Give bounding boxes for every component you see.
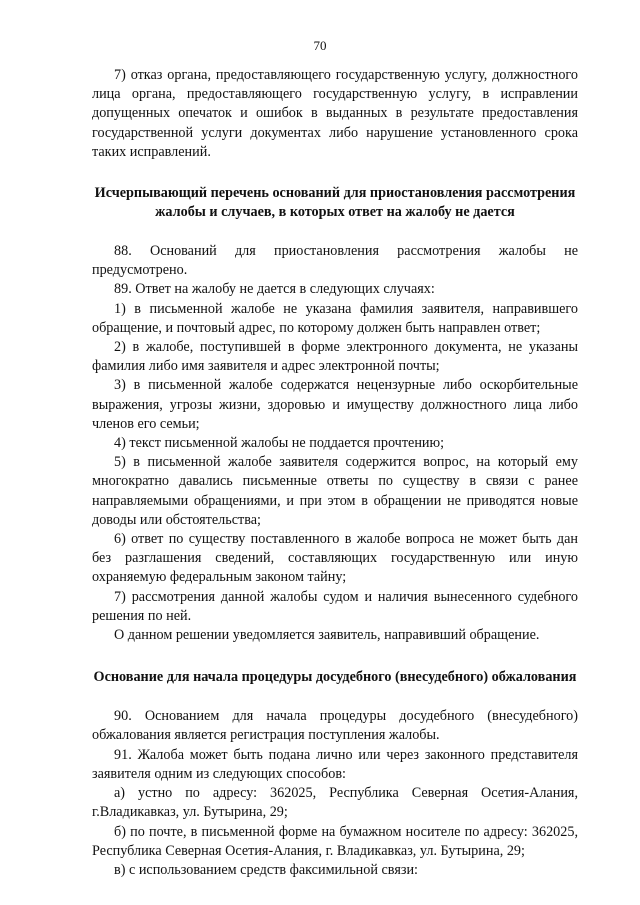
list-item-1: 1) в письменной жалобе не указана фамилия заявителя, направившего обращение, и почтовый адрес, по которому должен быть направлен ответ;	[92, 300, 578, 336]
list-item-a: а) устно по адресу: 362025, Республика Северная Осетия-Алания, г.Владикавказ, ул. Бутырина, 29;	[92, 785, 578, 821]
section-heading-suspension-grounds: Исчерпывающий перечень оснований для приостановления рассмотрения жалобы и случаев, в которых ответ на жалобу не дается	[94, 185, 576, 221]
paragraph-89: 89. Ответ на жалобу не дается в следующих случаях:	[114, 281, 435, 298]
list-item-7: 7) рассмотрения данной жалобы судом и наличия вынесенного судебного решения по ней.	[92, 588, 578, 624]
paragraph-88: 88. Оснований для приостановления рассмотрения жалобы не предусмотрено.	[92, 243, 578, 279]
paragraph-item-7-refusal: 7) отказ органа, предоставляющего государственную услугу, должностного лица органа, предоставляющего государственную услугу, в исправлении допущенных опечаток и ошибок в выданных в результате предоставления государственной услуги документах либо нарушение установленного срока таких исправлений.	[92, 67, 578, 160]
list-item-c: в) с использованием средств факсимильной связи:	[114, 861, 418, 878]
list-item-4: 4) текст письменной жалобы не поддается прочтению;	[114, 435, 445, 452]
list-item-3: 3) в письменной жалобе содержатся нецензурные либо оскорбительные выражения, угрозы жизни, здоровью и имуществу должностного лица либо членов его семьи;	[92, 377, 578, 432]
list-item-b: б) по почте, в письменной форме на бумажном носителе по адресу: 362025, Республика Северная Осетия-Алания, г. Владикавказ, ул. Бутырина, 29;	[92, 823, 578, 859]
paragraph-90: 90. Основанием для начала процедуры досудебного (внесудебного) обжалования является регистрация поступления жалобы.	[92, 708, 578, 744]
list-item-6: 6) ответ по существу поставленного в жалобе вопроса не может быть дан без разглашения сведений, составляющих государственную или иную охраняемую федеральным законом тайну;	[92, 531, 578, 586]
notification-paragraph: О данном решении уведомляется заявитель, направивший обращение.	[114, 627, 540, 644]
paragraph-91: 91. Жалоба может быть подана лично или через законного представителя заявителя одним из следующих способов:	[92, 746, 578, 782]
list-item-2: 2) в жалобе, поступившей в форме электронного документа, не указаны фамилия либо имя заявителя и адрес электронной почты;	[92, 339, 578, 375]
section-heading-appeal-grounds: Основание для начала процедуры досудебного (внесудебного) обжалования	[93, 669, 577, 686]
document-body	[92, 66, 578, 880]
page-number: 70	[313, 38, 327, 53]
list-item-5: 5) в письменной жалобе заявителя содержится вопрос, на который ему многократно давались письменные ответы по существу в связи с ранее направляемыми обращениями, и при этом в обращении не приводятся новые доводы или обстоятельства;	[92, 454, 578, 528]
